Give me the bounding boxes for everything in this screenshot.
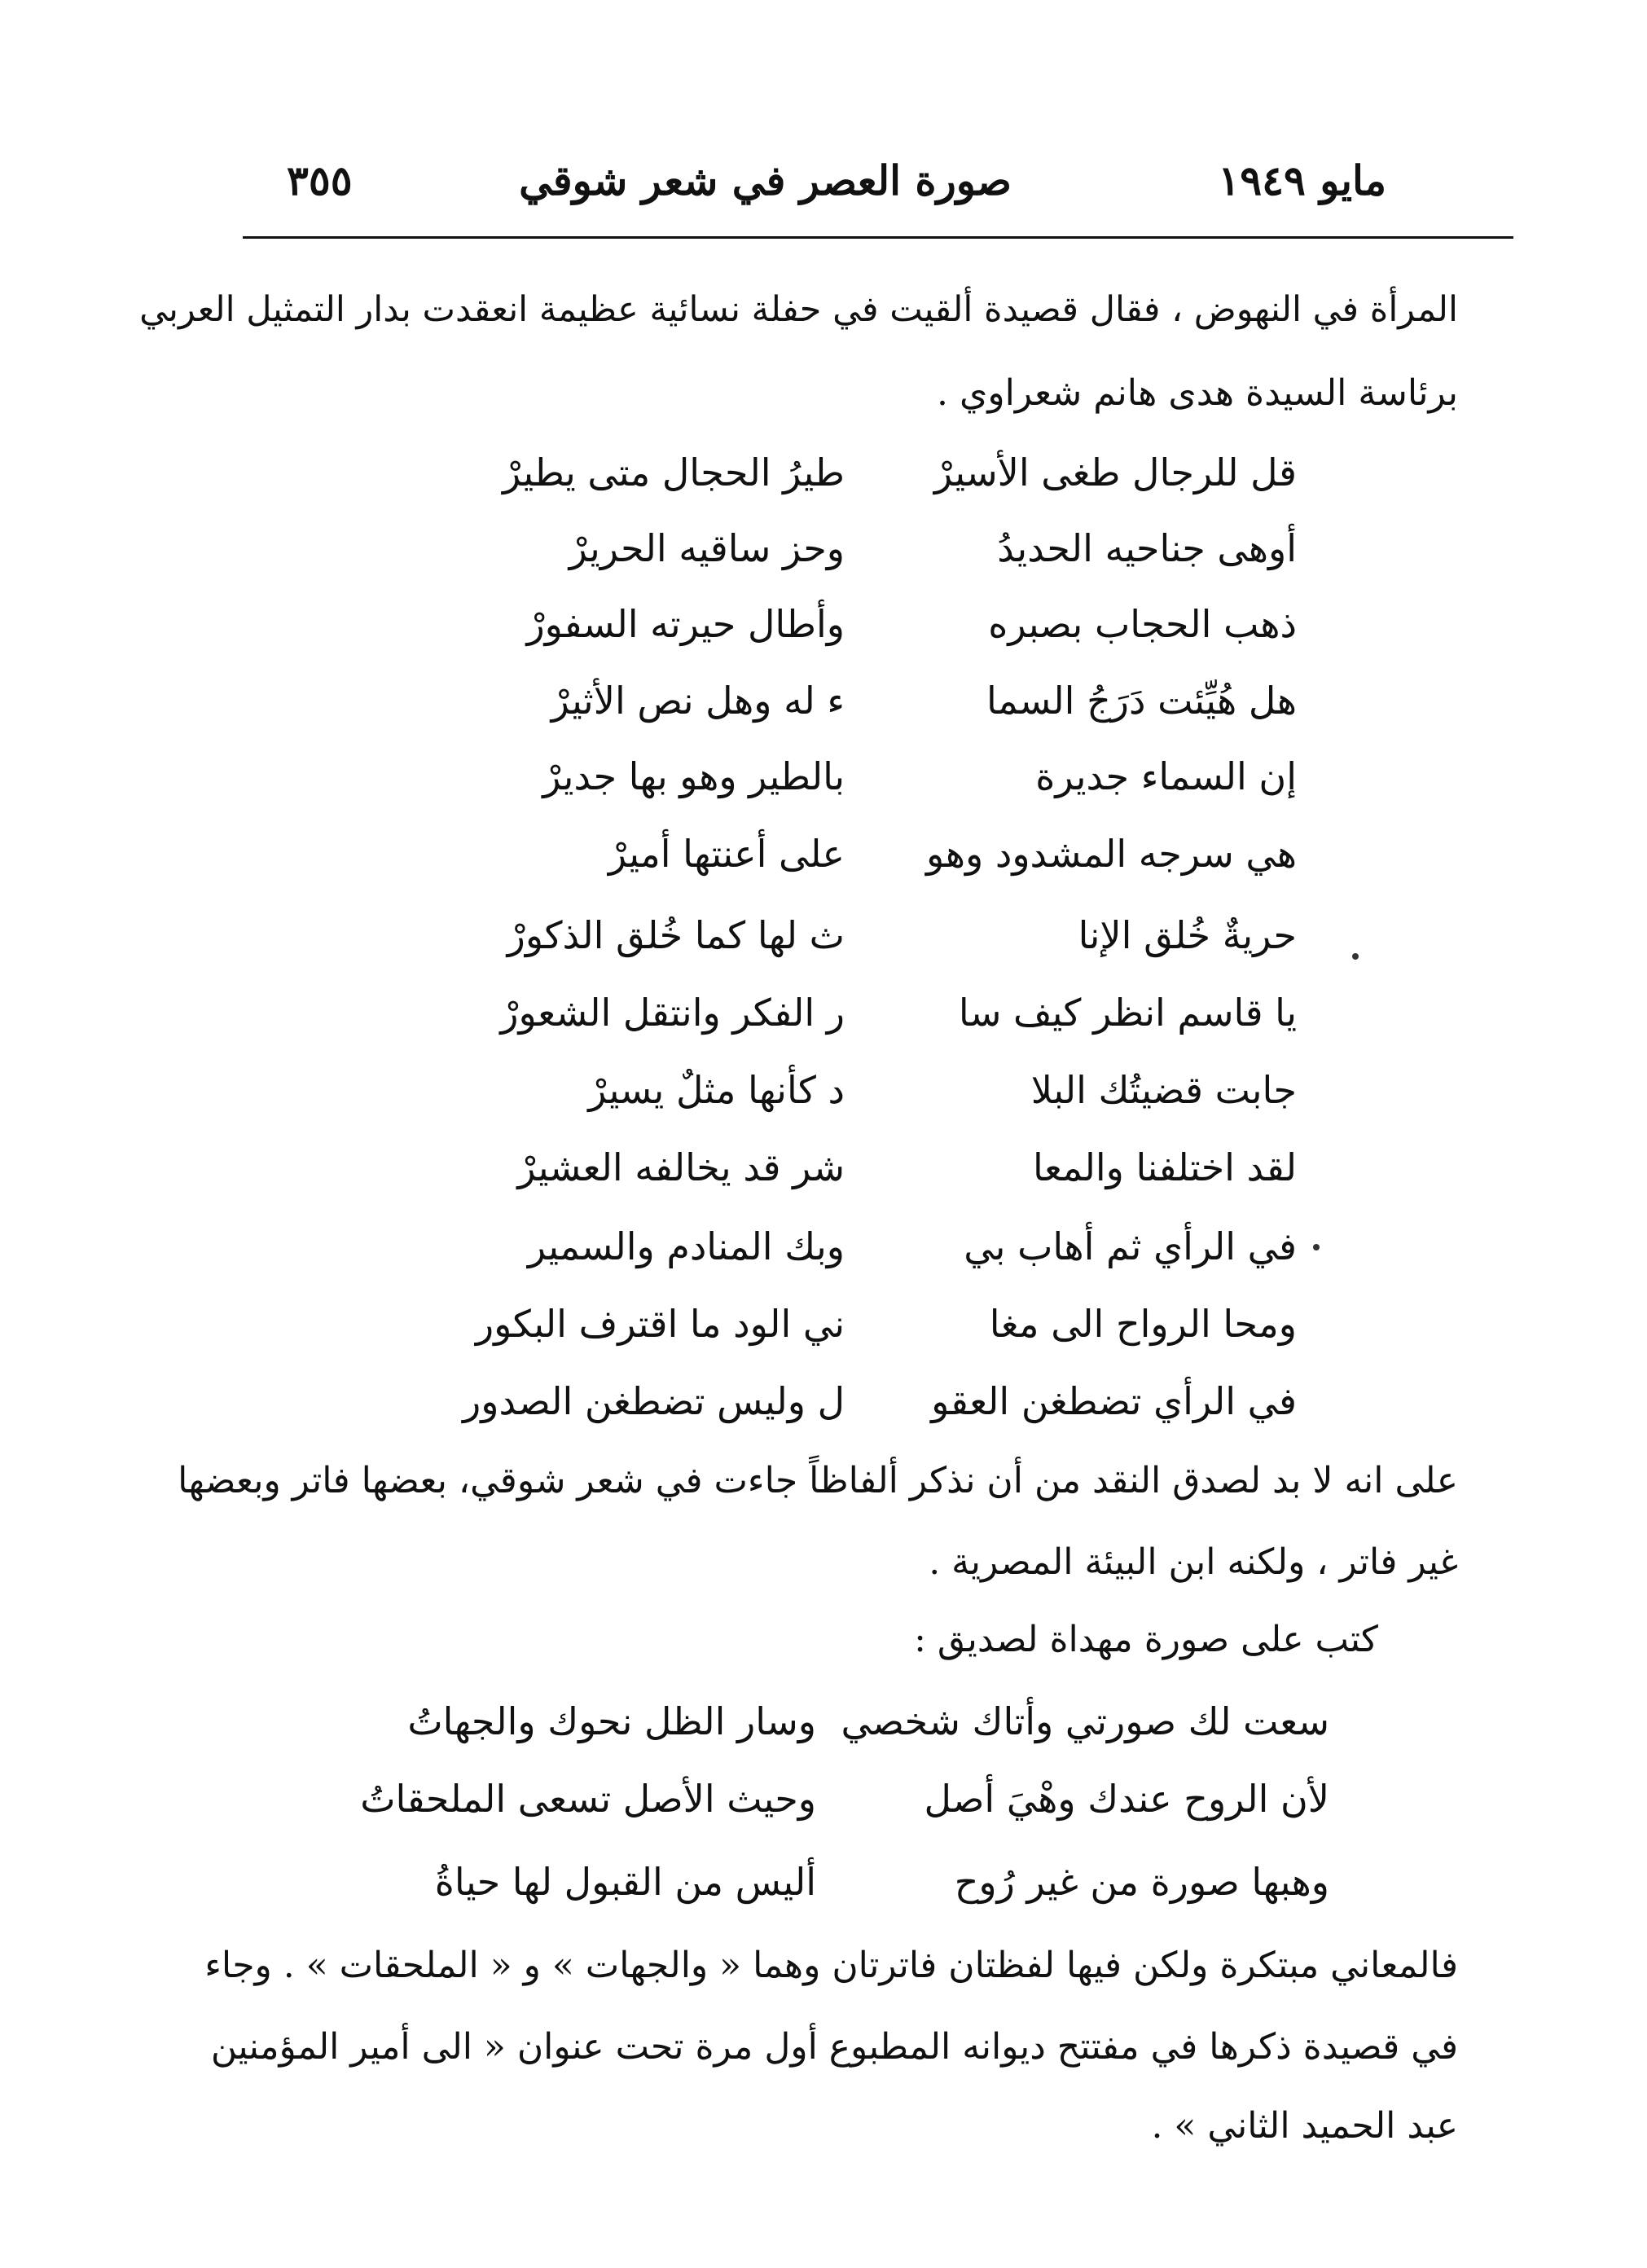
poem-hemistich: شر قد يخالفه العشيرْ <box>517 1145 845 1189</box>
paragraph-line: فالمعاني مبتكرة ولكن فيها لفظتان فاترتان وهما « والجهات » و « الملحقات » . وجاء <box>204 1945 1458 1986</box>
paragraph-line: في قصيدة ذكرها في مفتتح ديوانه المطبوع أول مرة تحت عنوان « الى أمير المؤمنين <box>210 2026 1458 2068</box>
margin-mark <box>1313 1244 1320 1250</box>
paragraph-line: غير فاتر ، ولكنه ابن البيئة المصرية . <box>929 1541 1458 1583</box>
poem-hemistich: ر الفكر وانتقل الشعورْ <box>500 991 845 1035</box>
poem-hemistich: بالطير وهو بها جديرْ <box>542 754 845 798</box>
poem-hemistich: وبك المنادم والسمير <box>527 1224 845 1268</box>
poem-hemistich: ل وليس تضطغن الصدور <box>463 1379 845 1423</box>
header-title: صورة العصر في شعر شوقي <box>519 156 1012 204</box>
poem-hemistich: وسار الظل نحوك والجهاتُ <box>407 1699 816 1743</box>
page-number: ٣٥٥ <box>287 156 353 204</box>
poem-hemistich: هي سرجه المشدود وهو <box>926 832 1297 876</box>
poem-hemistich: ني الود ما اقترف البكور <box>475 1302 845 1346</box>
poem-hemistich: وحيث الأصل تسعى الملحقاتُ <box>360 1777 816 1821</box>
poem-hemistich: لقد اختلفنا والمعا <box>1033 1145 1297 1189</box>
poem-hemistich: حريةٌ خُلق الإنا <box>1078 913 1297 957</box>
poem-hemistich: ء له وهل نص الأثيرْ <box>551 679 845 723</box>
poem-hemistich: لأن الروح عندك وهْيَ أصل <box>924 1777 1329 1821</box>
paragraph-line: على انه لا بد لصدق النقد من أن نذكر ألفاظاً جاءت في شعر شوقي، بعضها فاتر وبعضها <box>178 1460 1458 1501</box>
poem-hemistich: د كأنها مثلٌ يسيرْ <box>588 1068 845 1112</box>
margin-mark <box>1352 953 1359 960</box>
paragraph-line: عبد الحميد الثاني » . <box>1151 2105 1458 2147</box>
paragraph-line: برئاسة السيدة هدى هانم شعراوي . <box>936 372 1458 414</box>
header-rule <box>243 236 1513 239</box>
poem-hemistich: وحز ساقيه الحريرْ <box>569 526 845 570</box>
poem-hemistich: وأطال حيرته السفورْ <box>526 602 845 646</box>
poem-hemistich: ومحا الرواح الى مغا <box>989 1302 1297 1346</box>
poem-hemistich: على أعنتها أميرْ <box>608 832 845 876</box>
poem-hemistich: في الرأي تضطغن العقو <box>931 1379 1297 1423</box>
poem-hemistich: قل للرجال طغى الأسيرْ <box>933 451 1297 494</box>
poem-hemistich: إن السماء جديرة <box>1035 754 1297 798</box>
poem-hemistich: طيرُ الحجال متى يطيرْ <box>502 451 845 494</box>
poem-hemistich: هل هُيِّئت دَرَجُ السما <box>986 679 1297 723</box>
poem-hemistich: أليس من القبول لها حياةُ <box>434 1860 816 1904</box>
poem-hemistich: يا قاسم انظر كيف سا <box>958 991 1297 1035</box>
paragraph-line: كتب على صورة مهداة لصديق : <box>914 1619 1378 1660</box>
poem-hemistich: في الرأي ثم أهاب بي <box>964 1224 1297 1268</box>
poem-hemistich: جابت قضيتُك البلا <box>1030 1068 1297 1112</box>
paragraph-line: المرأة في النهوض ، فقال قصيدة ألقيت في حفلة نسائية عظيمة انعقدت بدار التمثيل العربي <box>139 289 1458 330</box>
poem-hemistich: ث لها كما خُلق الذكورْ <box>507 913 845 957</box>
poem-hemistich: ذهب الحجاب بصبره <box>988 602 1297 646</box>
poem-hemistich: وهبها صورة من غير رُوح <box>954 1860 1329 1904</box>
poem-hemistich: سعت لك صورتي وأتاك شخصي <box>841 1699 1329 1743</box>
poem-hemistich: أوهى جناحيه الحديدُ <box>997 526 1297 570</box>
header-date: مايو ١٩٤٩ <box>1218 156 1386 204</box>
